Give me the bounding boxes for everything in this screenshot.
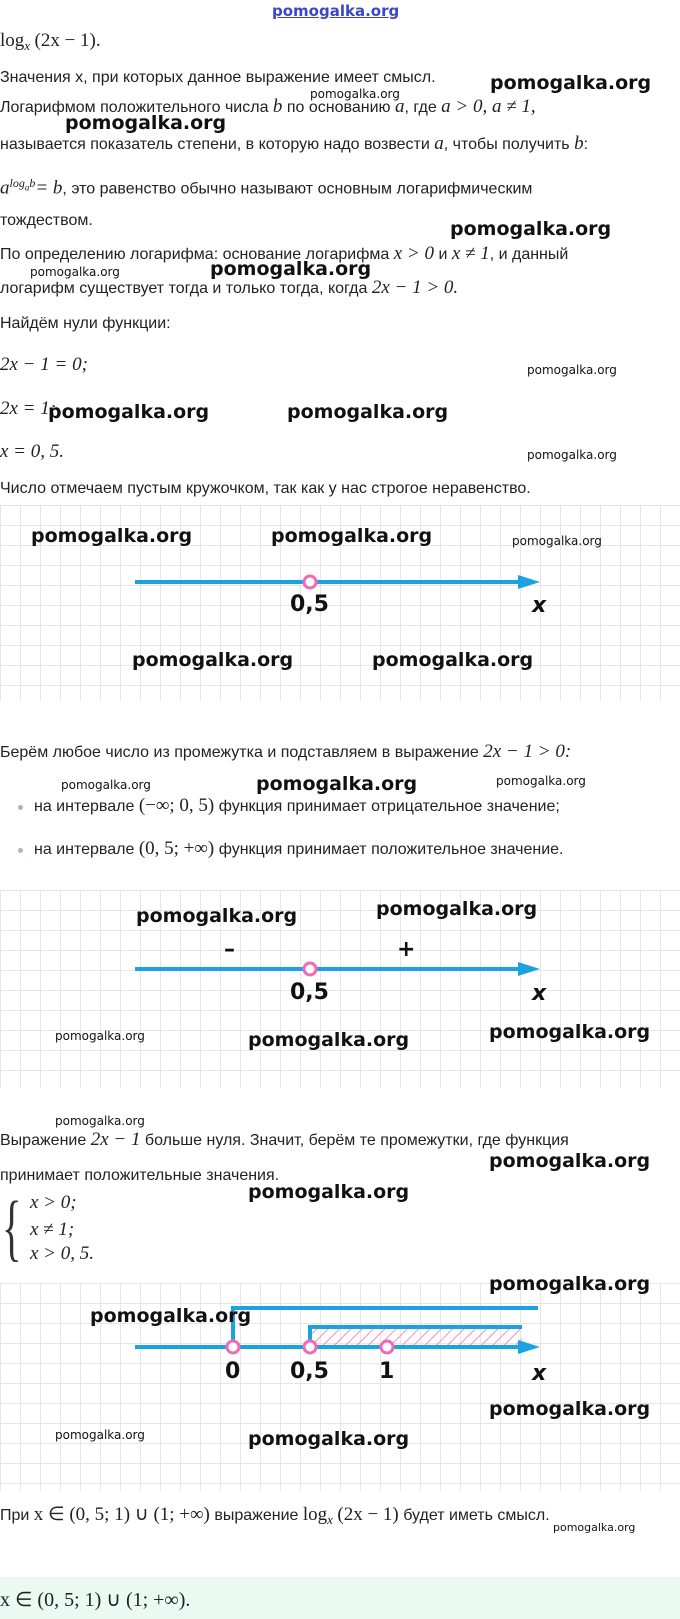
label-0: 0	[225, 1359, 241, 1384]
watermark: pomogalka.org	[210, 258, 372, 280]
watermark: pomogalka.org	[310, 87, 400, 101]
solution-hatch	[310, 1329, 522, 1347]
watermark: pomogalka.org	[248, 1181, 410, 1203]
para-identity: $a^{log_ab}= b$, это равенство обычно называют основным логарифмическим	[0, 176, 533, 199]
watermark: pomogalka.org	[132, 649, 294, 671]
para-definition: Логарифмом положительного числа b по основанию a, где a > 0, a ≠ 1,	[0, 96, 536, 117]
equation-3: x = 0, 5.	[0, 441, 65, 462]
para-zeros: Найдём нули функции:	[0, 315, 171, 332]
sign-minus: –	[224, 937, 235, 962]
watermark: pomogalka.org	[256, 773, 418, 795]
watermark: pomogalka.org	[55, 1114, 145, 1128]
para-condition: По определению логарифма: основание логарифма x > 0 и x ≠ 1, и данный	[0, 243, 569, 264]
bullet-negative: на интервале (−∞; 0, 5) функция принимает отрицательное значение;	[34, 795, 560, 816]
equation-1: 2x − 1 = 0;	[0, 354, 88, 375]
watermark: pomogalka.org	[527, 448, 617, 462]
number-line-2	[0, 890, 680, 1088]
bullet-dot	[18, 805, 23, 810]
watermark: pomogalka.org	[287, 401, 449, 423]
watermark: pomogalka.org	[55, 1428, 145, 1442]
watermark: pomogalka.org	[30, 265, 120, 279]
axis-arrow	[518, 962, 540, 976]
sign-plus: +	[397, 937, 416, 962]
watermark: pomogalka.org	[496, 774, 586, 788]
answer-text: x ∈ (0, 5; 1) ∪ (1; +∞).	[0, 1589, 191, 1611]
watermark: pomogalka.org	[248, 1029, 410, 1051]
axis-arrow	[518, 1340, 540, 1354]
para-condition-2: логарифм существует тогда и только тогда, когда 2x − 1 > 0.	[0, 277, 459, 298]
watermark: pomogalka.org	[490, 72, 652, 94]
para-identity-2: тождеством.	[0, 212, 93, 229]
system-row-3: x > 0, 5.	[30, 1243, 95, 1264]
point-0-5	[304, 963, 316, 975]
watermark: pomogalka.org	[489, 1273, 651, 1295]
watermark: pomogalka.org	[489, 1150, 651, 1172]
label-1: 1	[379, 1359, 395, 1384]
watermark: pomogalka.org	[372, 649, 534, 671]
para-greater-zero: Выражение 2x − 1 больше нуля. Значит, берём те промежутки, где функция	[0, 1129, 569, 1150]
system-brace: {	[2, 1187, 22, 1269]
watermark: pomogalka.org	[55, 1029, 145, 1043]
answer-box	[0, 1577, 680, 1619]
equation-2: 2x = 1;	[0, 398, 57, 419]
watermark: pomogalka.org	[527, 363, 617, 377]
point-label: 0,5	[290, 592, 329, 617]
axis-label: x	[532, 593, 547, 618]
expression: $\log_x (2x - 1)$.	[0, 30, 101, 54]
watermark: pomogalka.org	[248, 1428, 410, 1450]
axis-label: x	[532, 981, 547, 1006]
watermark: pomogalka.org	[489, 1398, 651, 1420]
axis-arrow	[518, 575, 540, 589]
system-row-1: x > 0;	[30, 1192, 77, 1213]
para-positive: принимает положительные значения.	[0, 1167, 280, 1184]
point-0	[227, 1341, 239, 1353]
watermark: pomogalka.org	[553, 1521, 636, 1534]
watermark: pomogalka.org	[376, 898, 538, 920]
para-definition-2: называется показатель степени, в которую надо возвести a, чтобы получить b:	[0, 133, 589, 154]
axis-label: x	[532, 1361, 547, 1386]
watermark: pomogalka.org	[489, 1021, 651, 1043]
point-label: 0,5	[290, 980, 329, 1005]
watermark: pomogalka.org	[65, 112, 227, 134]
bullet-dot	[18, 848, 23, 853]
watermark: pomogalka.org	[61, 778, 151, 792]
label-0-5: 0,5	[290, 1359, 329, 1384]
para-empty-circle: Число отмечаем пустым кружочком, так как у нас строгое неравенство.	[0, 480, 531, 497]
watermark: pomogalka.org	[48, 401, 210, 423]
watermark: pomogalka.org	[271, 525, 433, 547]
system-row-2: x ≠ 1;	[30, 1219, 75, 1240]
point-0-5	[304, 1341, 316, 1353]
bullet-positive: на интервале (0, 5; +∞) функция принимает положительное значение.	[34, 838, 564, 859]
para-substitute: Берём любое число из промежутка и подставляем в выражение 2x − 1 > 0:	[0, 741, 572, 762]
point-1	[381, 1341, 393, 1353]
watermark: pomogalka.org	[450, 218, 612, 240]
header-link[interactable]: pomogalka.org	[272, 2, 400, 20]
watermark: pomogalka.org	[31, 525, 193, 547]
para-conclusion: При x ∈ (0, 5; 1) ∪ (1; +∞) выражение $\log_x (2x - 1)$ будет иметь смысл.	[0, 1504, 550, 1528]
watermark: pomogalka.org	[512, 534, 602, 548]
watermark: pomogalka.org	[90, 1305, 252, 1327]
watermark: pomogalka.org	[136, 905, 298, 927]
para-meaning: Значения x, при которых данное выражение имеет смысл.	[0, 69, 436, 86]
point-0-5	[304, 576, 316, 588]
